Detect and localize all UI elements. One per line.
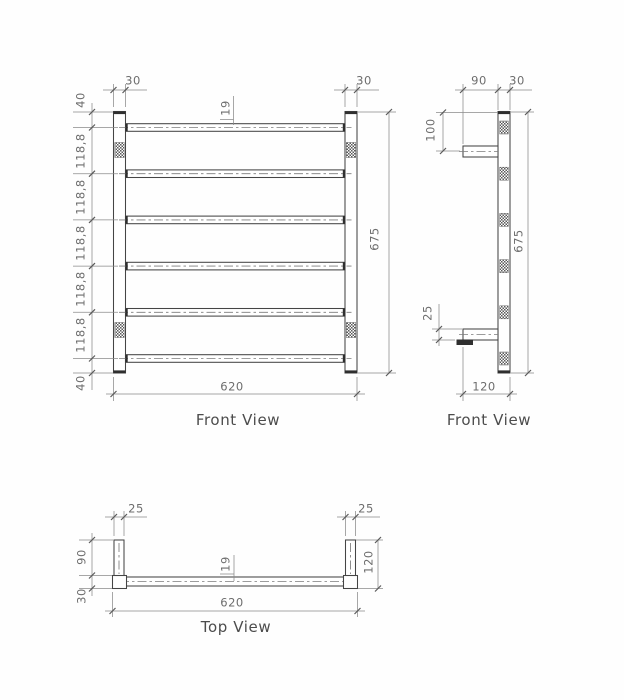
- top-dim-tube-diameter: 19: [218, 556, 233, 572]
- top-dim-bracket-length: 90: [74, 549, 89, 565]
- front-dim-rung-spacing-1: 118,8: [73, 132, 88, 169]
- front-dim-post-width-left: 30: [125, 73, 141, 88]
- top-right-bracket: [346, 540, 356, 576]
- front-dim-tube-diameter: 19: [218, 100, 233, 116]
- front-dim-top-offset: 40: [73, 92, 88, 108]
- side-top-bracket: [459, 146, 498, 157]
- front-view-linework: [73, 84, 396, 401]
- front-dim-overall-height: 675: [367, 227, 382, 251]
- top-dim-bracket-width-right: 25: [358, 501, 374, 516]
- top-dim-overall-depth: 120: [361, 550, 376, 574]
- side-dim-bracket-height: 25: [420, 305, 435, 321]
- top-dim-bracket-width-left: 25: [128, 501, 144, 516]
- front-dim-overall-width: 620: [220, 379, 244, 394]
- side-post: [498, 112, 510, 374]
- side-dim-bracket-length: 90: [471, 73, 487, 88]
- side-dim-post-depth: 30: [509, 73, 525, 88]
- side-dim-top-to-bracket: 100: [423, 118, 438, 142]
- front-dim-rung-spacing-5: 118,8: [73, 317, 88, 354]
- front-dim-rung-spacing-2: 118,8: [73, 179, 88, 215]
- front-dim-bottom-offset: 40: [73, 375, 88, 391]
- side-dim-overall-height: 675: [511, 229, 526, 253]
- front-dim-rung-spacing-4: 118,8: [73, 271, 88, 307]
- front-dim-rung-spacing-3: 118,8: [73, 225, 88, 261]
- side-view-caption: Front View: [446, 411, 532, 429]
- side-dim-overall-depth: 120: [472, 379, 496, 394]
- top-left-bracket: [114, 540, 124, 576]
- front-dim-post-width-right: 30: [356, 73, 372, 88]
- top-dim-overall-width: 620: [220, 595, 244, 610]
- top-view-caption: Top View: [200, 618, 272, 636]
- front-view-caption: Front View: [195, 411, 281, 429]
- top-dim-rail-depth: 30: [74, 588, 89, 604]
- front-rungs: [119, 124, 352, 363]
- top-left-post-section: [113, 576, 127, 589]
- top-right-post-section: [344, 576, 358, 589]
- side-bottom-bracket: [457, 329, 499, 345]
